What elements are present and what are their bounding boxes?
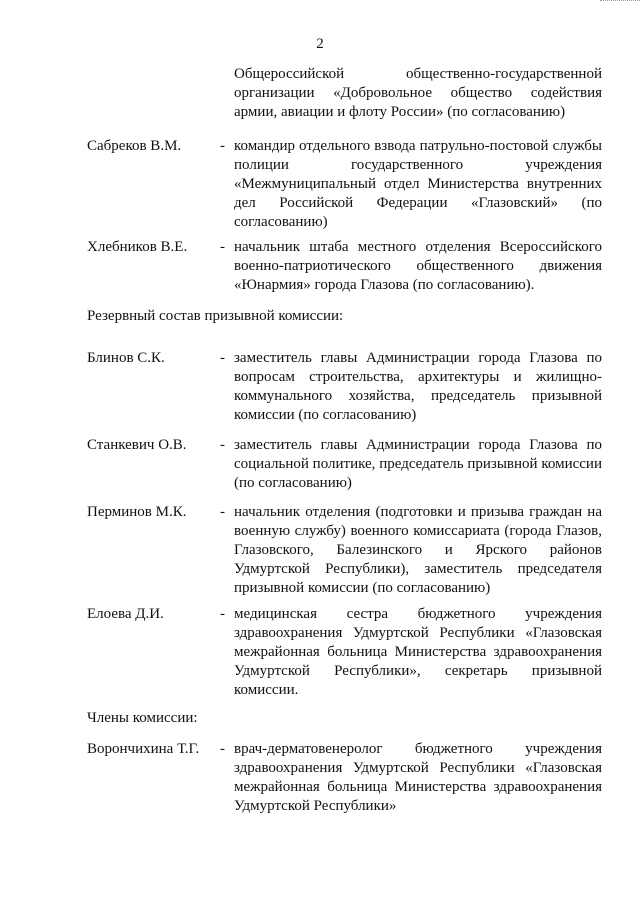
members-heading: Члены комиссии: bbox=[87, 710, 198, 726]
entry-description: медицинская сестра бюджетного учреждения здравоохранения Удмуртской Республики «Глазовская межрайонная больница Министерства здравоохранения Удмуртской Республики», секретарь призывной комиссии. bbox=[234, 606, 602, 698]
entry-description: командир отдельного взвода патрульно-постовой службы полиции государственного учреждения «Межмуниципальный отдел Министерства внутренних дел Российской Федерации «Глазовский» (по согласованию) bbox=[234, 138, 602, 230]
reserve-heading: Резервный состав призывной комиссии: bbox=[87, 308, 344, 324]
entry-dash: - bbox=[220, 437, 225, 453]
entry-name: Блинов С.К. bbox=[87, 350, 165, 366]
entry-description: врач-дерматовенеролог бюджетного учреждения здравоохранения Удмуртской Республики «Глазовская межрайонная больница Министерства здравоохранения Удмуртской Республики» bbox=[234, 741, 602, 814]
entry-name: Сабреков В.М. bbox=[87, 138, 182, 154]
entry-dash: - bbox=[220, 741, 225, 757]
entry-description: заместитель главы Администрации города Глазова по вопросам строительства, архитектуры и жилищно-коммунального хозяйства, председатель призывной комиссии (по согласованию) bbox=[234, 350, 602, 423]
continuation-paragraph: Общероссийской общественно-государственной организации «Добровольное общество содействия армии, авиации и флоту России» (по согласованию) bbox=[234, 66, 602, 120]
entry-name: Перминов М.К. bbox=[87, 504, 187, 520]
entry-description: заместитель главы Администрации города Глазова по социальной политике, председатель призывной комиссии (по согласованию) bbox=[234, 437, 602, 491]
entry-dash: - bbox=[220, 606, 225, 622]
entry-dash: - bbox=[220, 138, 225, 154]
entry-dash: - bbox=[220, 239, 225, 255]
entry-dash: - bbox=[220, 504, 225, 520]
entry-description: начальник штаба местного отделения Всероссийского военно-патриотического общественного движения «Юнармия» города Глазова (по согласованию). bbox=[234, 239, 602, 293]
entry-name: Хлебников В.Е. bbox=[87, 239, 188, 255]
entry-description: начальник отделения (подготовки и призыва граждан на военную службу) военного комиссариата (города Глазов, Глазовского, Балезинского и Ярского районов Удмуртской Республики), заместитель председателя призывной комиссии (по согласованию) bbox=[234, 504, 602, 596]
scan-edge-mark bbox=[600, 0, 640, 7]
entry-dash: - bbox=[220, 350, 225, 366]
entry-name: Ворончихина Т.Г. bbox=[87, 741, 200, 757]
page-number: 2 bbox=[316, 36, 324, 52]
entry-name: Елоева Д.И. bbox=[87, 606, 164, 622]
entry-name: Станкевич О.В. bbox=[87, 437, 187, 453]
